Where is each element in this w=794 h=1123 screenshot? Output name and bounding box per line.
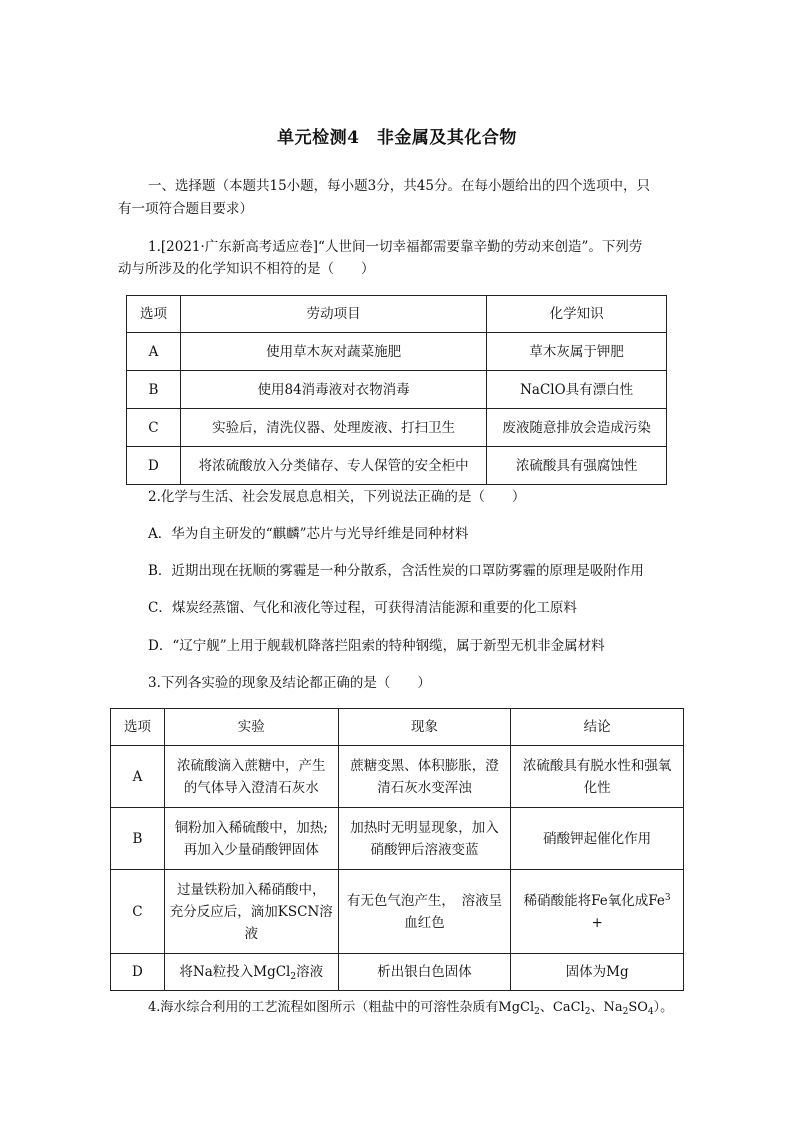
table-cell — [511, 746, 684, 808]
q3-stem: 3.下列各实验的现象及结论都正确的是（ ） — [148, 675, 431, 691]
q4-text: 4.海水综合利用的工艺流程如图所示（粗盐中的可溶性杂质有MgCl — [148, 1000, 535, 1015]
cell-line: 铜粉加入稀硫酸中，加热; — [174, 819, 328, 836]
table-cell: 草木灰属于钾肥 — [487, 333, 667, 371]
table-cell: 废液随意排放会造成污染 — [487, 409, 667, 447]
q4-text: 、Na — [590, 1000, 623, 1015]
cell-line: 清石灰水变浑浊 — [377, 779, 472, 796]
table-cell: B — [127, 371, 181, 409]
table-cell — [164, 954, 338, 991]
table-row — [111, 870, 684, 954]
table-row — [127, 409, 667, 447]
q3-table — [110, 708, 684, 991]
table-cell — [338, 746, 511, 808]
table-cell — [338, 808, 511, 870]
cell-text: 溶液 — [296, 964, 324, 980]
cell-line: 加热时无明显现象，加入 — [350, 819, 499, 836]
q1-table — [126, 295, 667, 485]
subscript: 2 — [584, 1007, 591, 1017]
table-cell: 使用草木灰对蔬菜施肥 — [180, 333, 486, 371]
table-row — [111, 746, 684, 808]
q1-stem-line1: 1.[2021·广东新高考适应卷]“人世间一切幸福都需要靠辛勤的劳动来创造”。下列劳 — [148, 239, 643, 255]
table-cell — [338, 870, 511, 954]
table-cell — [164, 746, 338, 808]
table-header-cell: 现象 — [338, 709, 511, 746]
cell-line: 硝酸钾后溶液变蓝 — [370, 841, 479, 858]
table-cell: B — [111, 808, 165, 870]
table-row — [127, 333, 667, 371]
table-cell — [164, 870, 338, 954]
table-cell — [511, 870, 684, 954]
table-cell: 固体为Mg — [511, 954, 684, 991]
cell-line: 充分反应后，滴加KSCN溶 — [169, 903, 333, 920]
table-header-cell: 实验 — [164, 709, 338, 746]
page-title: 单元检测4 非金属及其化合物 — [277, 128, 517, 148]
table-cell: 实验后，清洗仪器、处理废液、打扫卫生 — [180, 409, 486, 447]
table-header-cell: 选项 — [111, 709, 165, 746]
superscript: 3 — [664, 892, 671, 903]
table-row — [127, 447, 667, 485]
subscript: 4 — [647, 1007, 654, 1017]
cell-line: 蔗糖变黑、体积膨胀，澄 — [350, 757, 499, 774]
q4-stem — [148, 998, 673, 1018]
table-cell: A — [127, 333, 181, 371]
cell-line: 稀硝酸能将Fe氧化成Fe — [523, 892, 665, 909]
table-row — [127, 371, 667, 409]
q4-text: SO — [628, 1000, 648, 1015]
table-row — [111, 808, 684, 870]
table-header-row — [111, 709, 684, 746]
table-cell: 硝酸钾起催化作用 — [511, 808, 684, 870]
q2-option-d: D．“辽宁舰”上用于舰载机降落拦阻索的特种钢缆，属于新型无机非金属材料 — [148, 638, 605, 654]
q4-text: ）。 — [653, 1000, 674, 1015]
table-cell: A — [111, 746, 165, 808]
table-cell: NaClO具有漂白性 — [487, 371, 667, 409]
section-instruction-line2: 有一项符合题目要求） — [118, 201, 253, 217]
cell-line: 过量铁粉加入稀硝酸中， — [177, 881, 326, 898]
table-header-row — [127, 296, 667, 333]
table-cell: D — [127, 447, 181, 485]
table-cell: 将浓硫酸放入分类储存、专人保管的安全柜中 — [180, 447, 486, 485]
section-instruction-line1: 一、选择题（本题共15小题，每小题3分，共45分。在每小题给出的四个选项中，只 — [148, 178, 650, 194]
subscript: 2 — [290, 972, 297, 982]
cell-line: 血红色 — [404, 914, 445, 931]
cell-text: 将Na粒投入MgCl — [179, 964, 291, 980]
cell-line: + — [591, 914, 603, 931]
table-cell: C — [111, 870, 165, 954]
cell-line: 浓硫酸滴入蔗糖中，产生 — [177, 757, 326, 774]
cell-line: 浓硫酸具有脱水性和强氧 — [522, 757, 672, 774]
table-cell: C — [127, 409, 181, 447]
subscript: 2 — [622, 1007, 629, 1017]
q2-option-a: A．华为自主研发的“麒麟”芯片与光导纤维是同种材料 — [148, 526, 469, 542]
table-header-cell: 化学知识 — [487, 296, 667, 333]
table-cell: 使用84消毒液对衣物消毒 — [180, 371, 486, 409]
subscript: 2 — [534, 1007, 540, 1017]
q2-stem: 2.化学与生活、社会发展息息相关，下列说法正确的是（ ） — [148, 489, 526, 505]
table-header-cell: 结论 — [511, 709, 684, 746]
q1-stem-line2: 动与所涉及的化学知识不相符的是（ ） — [118, 261, 375, 277]
cell-line: 再加入少量硝酸钾固体 — [183, 841, 319, 858]
q2-option-c: C．煤炭经蒸馏、气化和液化等过程，可获得清洁能源和重要的化工原料 — [148, 600, 577, 616]
cell-line: 的气体导入澄清石灰水 — [183, 779, 319, 796]
table-cell: 析出银白色固体 — [338, 954, 511, 991]
table-header-cell: 劳动项目 — [180, 296, 486, 333]
q4-text: 、CaCl — [539, 1000, 585, 1015]
table-cell — [164, 808, 338, 870]
cell-line: 液 — [244, 925, 259, 942]
table-cell: D — [111, 954, 165, 991]
table-row — [111, 954, 684, 991]
cell-line: 化性 — [583, 779, 611, 796]
cell-line: 有无色气泡产生， 溶液呈 — [346, 892, 503, 909]
table-cell: 浓硫酸具有强腐蚀性 — [487, 447, 667, 485]
q2-option-b: B．近期出现在抚顺的雾霾是一种分散系，含活性炭的口罩防雾霾的原理是吸附作用 — [148, 563, 644, 579]
table-header-cell: 选项 — [127, 296, 181, 333]
